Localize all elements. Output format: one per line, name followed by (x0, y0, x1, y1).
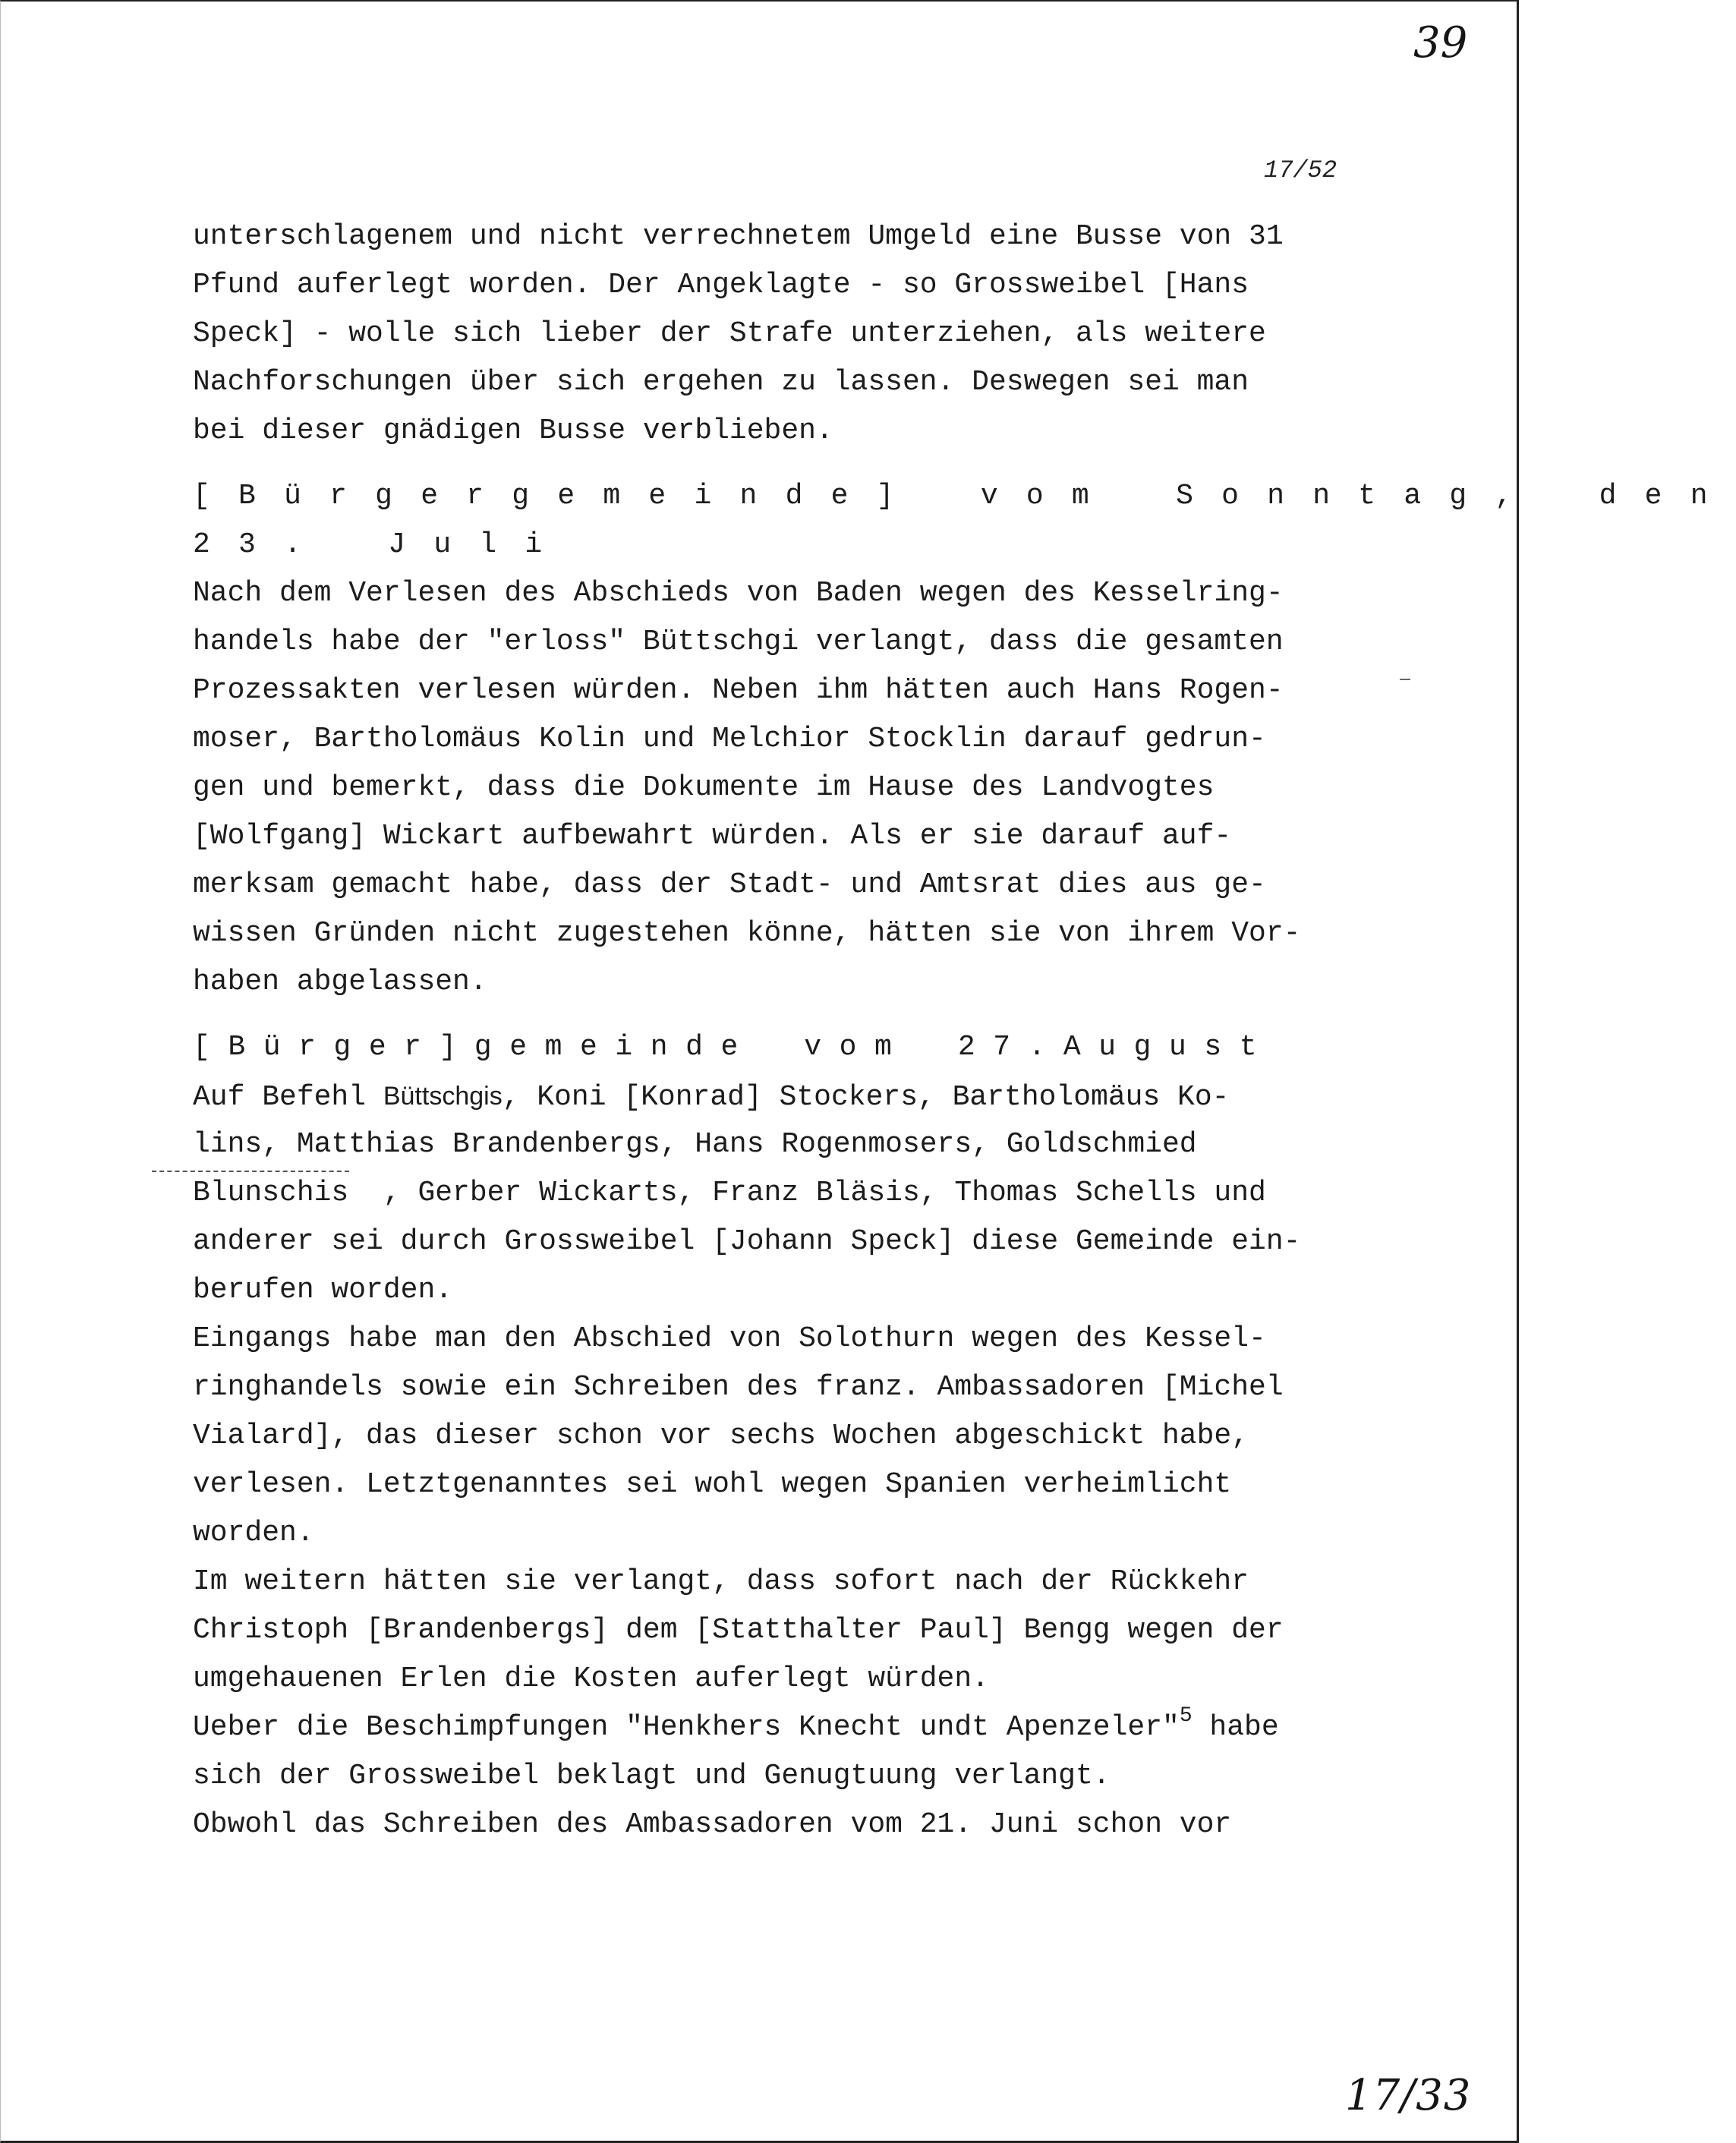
text-line: Nach dem Verlesen des Abschieds von Baden wegen des Kesselring- (193, 577, 1284, 610)
text-line: handels habe der "erloss" Büttschgi verlangt, dass die gesamten (193, 626, 1284, 658)
text-segment: , Koni [Konrad] Stockers, Bartholomäus Ko- (502, 1081, 1230, 1114)
inserted-name: Blunschis (193, 1177, 349, 1209)
text-line: [Wolfgang] Wickart aufbewahrt würden. Als er sie darauf auf- (193, 820, 1232, 852)
text-line: unterschlagenem und nicht verrechnetem Umgeld eine Busse von 31 (193, 220, 1284, 253)
text-line: Eingangs habe man den Abschied von Solothurn wegen des Kessel- (193, 1322, 1266, 1355)
text-line: Im weitern hätten sie verlangt, dass sofort nach der Rückkehr (193, 1565, 1249, 1598)
text-line: gen und bemerkt, dass die Dokumente im Hause des Landvogtes (193, 771, 1215, 804)
footnote-marker: 5 (1179, 1704, 1193, 1728)
text-segment: habe (1192, 1711, 1279, 1744)
text-line: wissen Gründen nicht zugestehen könne, hätten sie von ihrem Vor- (193, 917, 1301, 950)
inserted-name: Büttschgis (383, 1082, 503, 1111)
text-line (193, 1169, 1377, 1218)
margin-mark (1400, 679, 1410, 680)
text-line: anderer sei durch Grossweibel [Johann Speck] diese Gemeinde ein- (193, 1225, 1301, 1258)
text-line: worden. (193, 1517, 314, 1549)
text-line: lins, Matthias Brandenbergs, Hans Rogenmosers, Goldschmied (193, 1128, 1197, 1161)
text-line: moser, Bartholomäus Kolin und Melchior Stocklin darauf gedrun- (193, 723, 1266, 755)
text-line: Obwohl das Schreiben des Ambassadoren vom 21. Juni schon vor (193, 1808, 1232, 1841)
text-line: sich der Grossweibel beklagt und Genugtuung verlangt. (193, 1760, 1111, 1792)
section-heading-date: 23. Juli (193, 528, 571, 561)
text-line: bei dieser gnädigen Busse verblieben. (193, 414, 833, 447)
text-line: umgehauenen Erlen die Kosten auferlegt würden. (193, 1662, 989, 1695)
text-line: Pfund auferlegt worden. Der Angeklagte - so Grossweibel [Hans (193, 269, 1249, 301)
text-segment: Auf Befehl (193, 1081, 383, 1114)
text-line: Prozessakten verlesen würden. Neben ihm hätten auch Hans Rogen- (193, 674, 1284, 707)
text-line: ringhandels sowie ein Schreiben des franz. Ambassadoren [Michel (193, 1371, 1284, 1404)
text-line: Vialard], das dieser schon vor sechs Wochen abgeschickt habe, (193, 1420, 1249, 1452)
text-line (193, 1703, 1377, 1752)
text-line: merksam gemacht habe, dass der Stadt- und Amtsrat dies aus ge- (193, 868, 1266, 901)
text-line (193, 1072, 1377, 1120)
text-line: Christoph [Brandenbergs] dem [Statthalter Paul] Bengg wegen der (193, 1614, 1284, 1647)
section-heading: [Bürger]gemeinde vom 27.August (193, 1031, 1275, 1064)
text-segment: , Gerber Wickarts, Franz Bläsis, Thomas Schells und (348, 1177, 1266, 1209)
text-line: verlesen. Letztgenanntes sei wohl wegen Spanien verheimlicht (193, 1468, 1232, 1501)
section-heading: [Bürgergemeinde] vom Sonntag, den (193, 480, 1736, 512)
document-body (193, 213, 1736, 1849)
text-segment: Ueber die Beschimpfungen "Henkhers Knecht undt Apenzeler" (193, 1711, 1180, 1744)
handwritten-folio-number: 17/33 (1345, 2071, 1472, 2120)
page-reference: 17/52 (1264, 156, 1337, 184)
text-line: Speck] - wolle sich lieber der Strafe unterziehen, als weitere (193, 317, 1266, 350)
handwritten-page-number: 39 (1413, 18, 1468, 68)
text-line: haben abgelassen. (193, 966, 487, 998)
text-line: Nachforschungen über sich ergehen zu lassen. Deswegen sei man (193, 366, 1249, 399)
text-line: berufen worden. (193, 1274, 453, 1306)
